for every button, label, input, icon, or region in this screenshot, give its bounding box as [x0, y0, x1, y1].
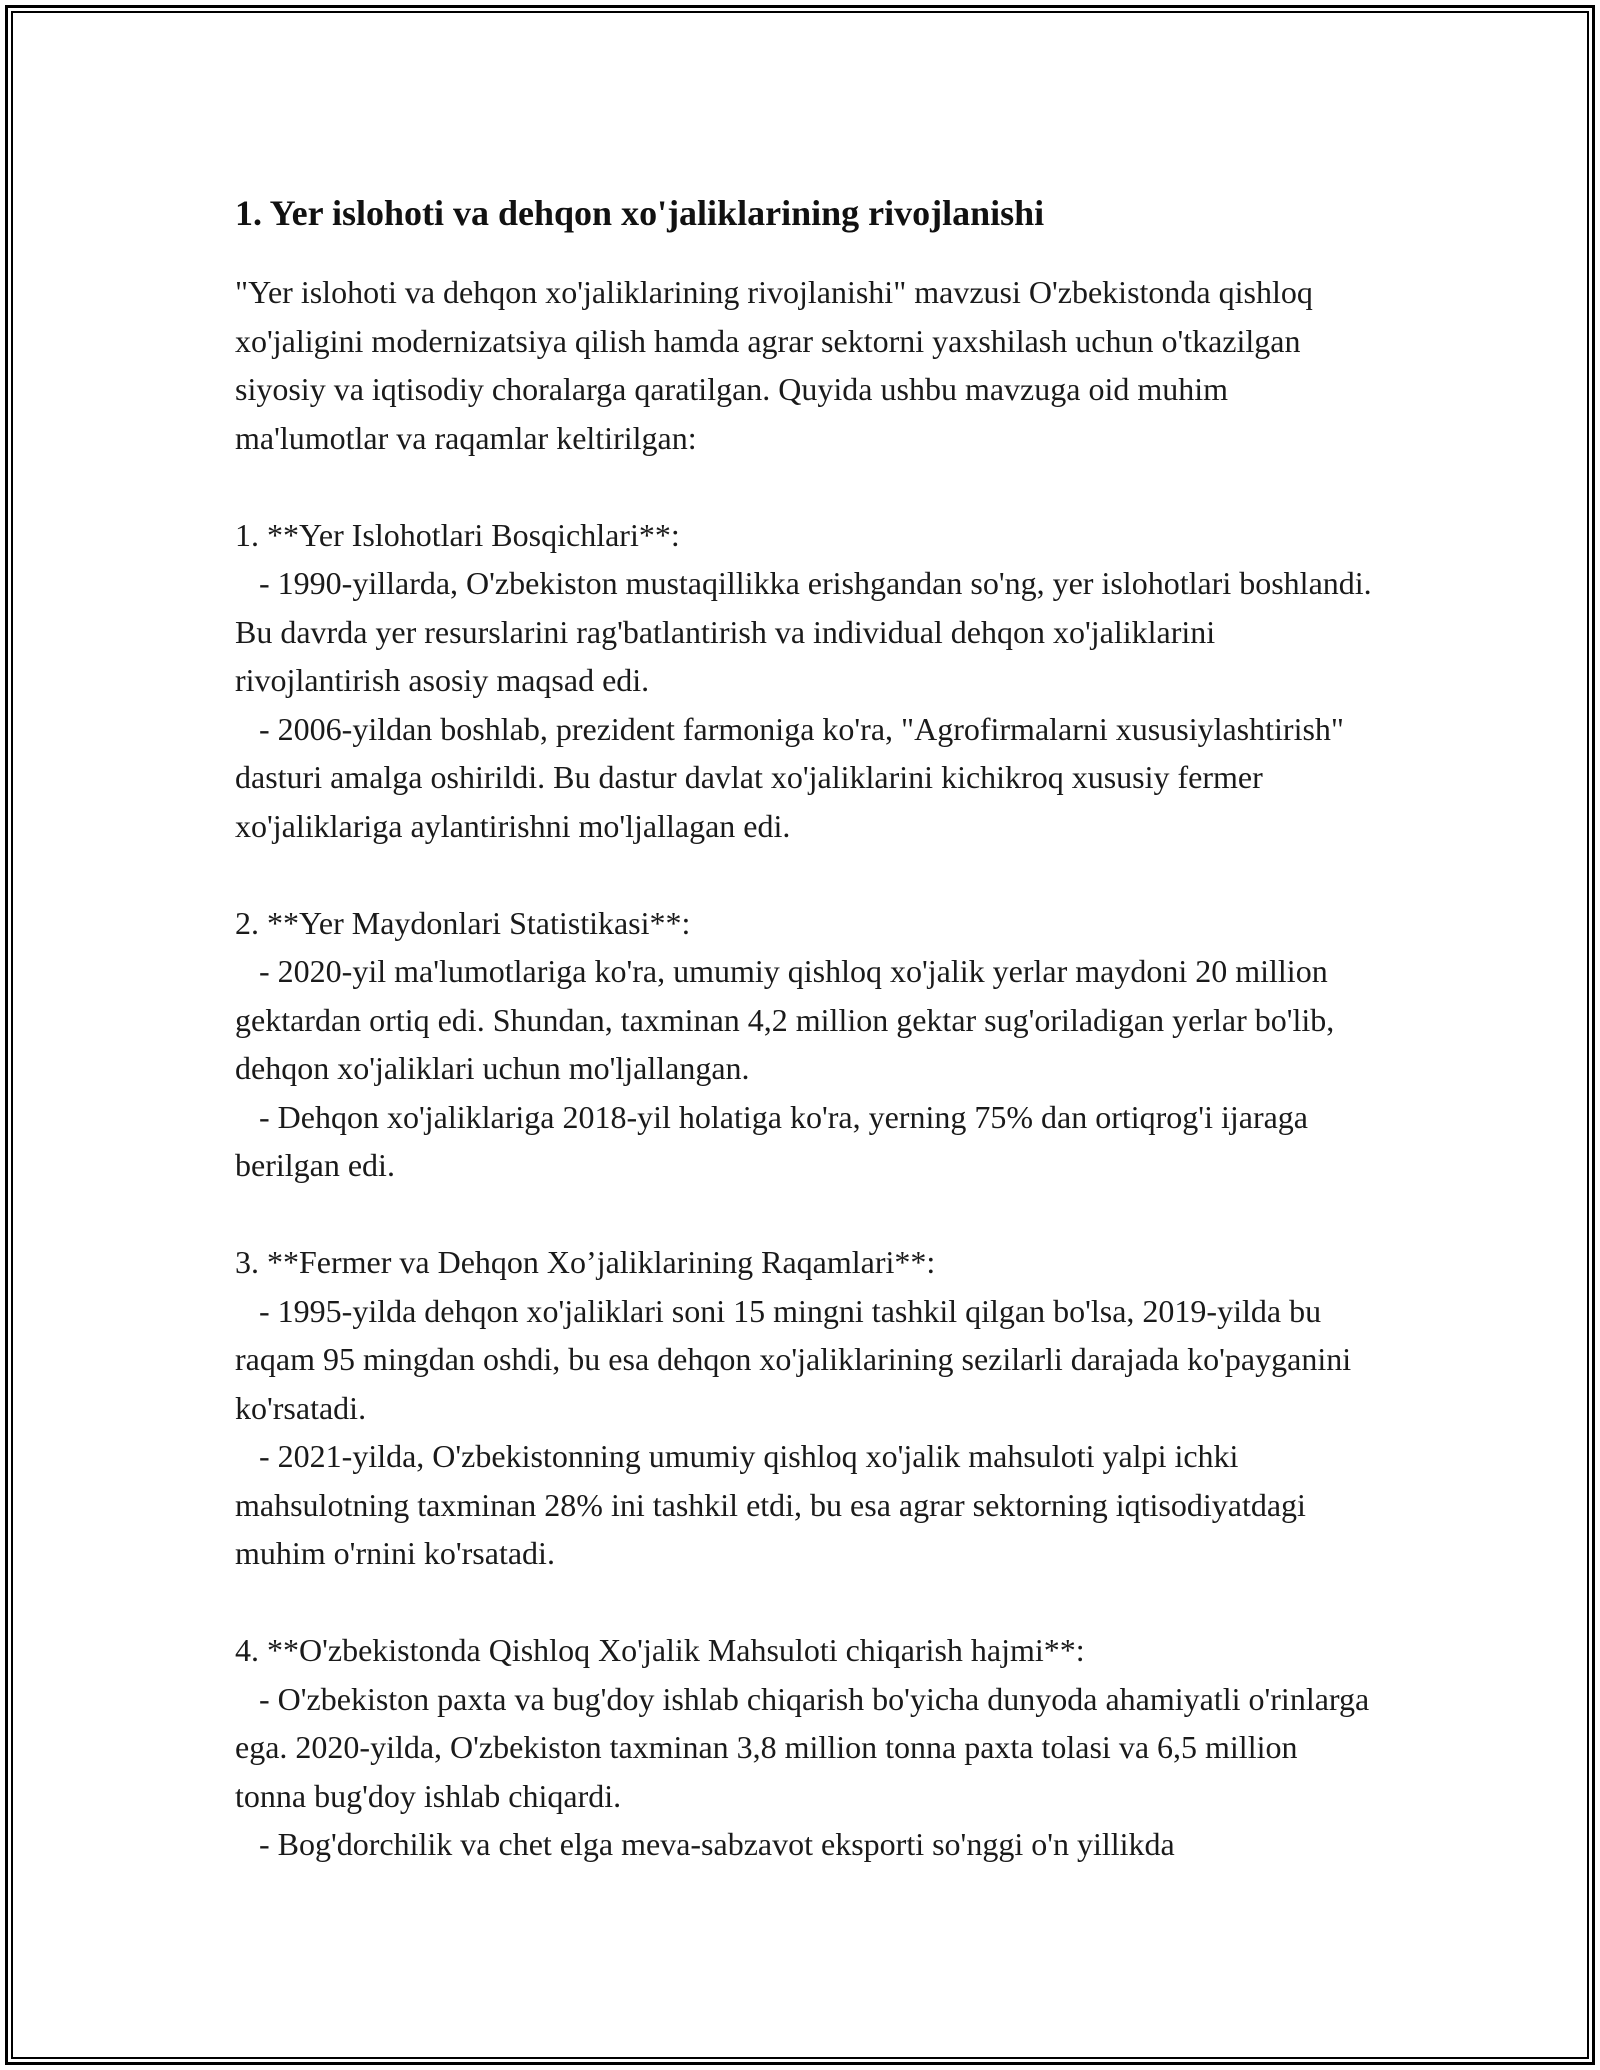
spacer: [235, 1190, 1375, 1239]
section-heading: 3. **Fermer va Dehqon Xo’jaliklarining Raqamlari**:: [235, 1244, 936, 1280]
intro-paragraph: "Yer islohoti va dehqon xo'jaliklarining rivojlanishi" mavzusi O'zbekistonda qishloq xo'jaligini modernizatsiya qilish hamda agrar sektorni yaxshilash uchun o'tkazilgan siyosiy va iqtisodiy choralarga qaratilgan. Quyida ushbu mavzuga oid muhim ma'lumotlar va raqamlar keltirilgan:: [235, 274, 1321, 456]
spacer: [235, 850, 1375, 899]
section-item: - 2006-yildan boshlab, prezident farmoniga ko'ra, "Agrofirmalarni xususiylashtirish" dasturi amalga oshirildi. Bu dastur davlat xo'jaliklarini kichikroq xususiy fermer xo'jaliklariga aylantirishni mo'ljallagan edi.: [235, 710, 1352, 844]
section-item: - Bog'dorchilik va chet elga meva-sabzavot eksporti so'nggi o'n yillikda: [235, 1826, 1175, 1862]
spacer: [235, 1578, 1375, 1627]
section-item: - Dehqon xo'jaliklariga 2018-yil holatiga ko'ra, yerning 75% dan ortiqrog'i ijaraga berilgan edi.: [235, 1098, 1316, 1183]
section-item: - 2021-yilda, O'zbekistonning umumiy qishloq xo'jalik mahsuloti yalpi ichki mahsulotning taxminan 28% ini tashkil etdi, bu esa agrar sektorning iqtisodiyatdagi muhim o'rnini ko'rsatadi.: [235, 1438, 1314, 1571]
section-heading: 1. **Yer Islohotlari Bosqichlari**:: [235, 516, 680, 553]
document-body: [235, 186, 1380, 1869]
document-title: 1. Yer islohoti va dehqon xo'jaliklarining rivojlanishi: [235, 193, 1045, 233]
section-item: - 1995-yilda dehqon xo'jaliklari soni 15 mingni tashkil qilgan bo'lsa, 2019-yilda bu raqam 95 mingdan oshdi, bu esa dehqon xo'jaliklarining sezilarli darajada ko'payganini ko'rsatadi.: [235, 1292, 1360, 1426]
section-item: - 1990-yillarda, O'zbekiston mustaqillikka erishgandan so'ng, yer islohotlari boshlandi. Bu davrda yer resurslarini rag'batlantirish va individual dehqon xo'jaliklarini rivojlantirish asosiy maqsad edi.: [235, 565, 1380, 698]
section-item: - 2020-yil ma'lumotlariga ko'ra, umumiy qishloq xo'jalik yerlar maydoni 20 million gektardan ortiq edi. Shundan, taxminan 4,2 million gektar sug'oriladigan yerlar bo'lib, dehqon xo'jaliklari uchun mo'ljallangan.: [235, 953, 1343, 1086]
section-item: - O'zbekiston paxta va bug'doy ishlab chiqarish bo'yicha dunyoda ahamiyatli o'rinlarga ega. 2020-yilda, O'zbekiston taxminan 3,8 million tonna paxta tolasi va 6,5 million tonna bug'doy ishlab chiqardi.: [235, 1680, 1378, 1814]
spacer: [235, 462, 1375, 511]
section-heading: 2. **Yer Maydonlari Statistikasi**:: [235, 904, 691, 941]
section-production-volume: [235, 1626, 1378, 1869]
section-land-area-statistics: [235, 899, 1375, 1190]
section-land-reform-stages: [235, 511, 1380, 851]
section-farm-numbers: [235, 1238, 1375, 1578]
section-heading: 4. **O'zbekistonda Qishloq Xo'jalik Mahsuloti chiqarish hajmi**:: [235, 1632, 1085, 1668]
